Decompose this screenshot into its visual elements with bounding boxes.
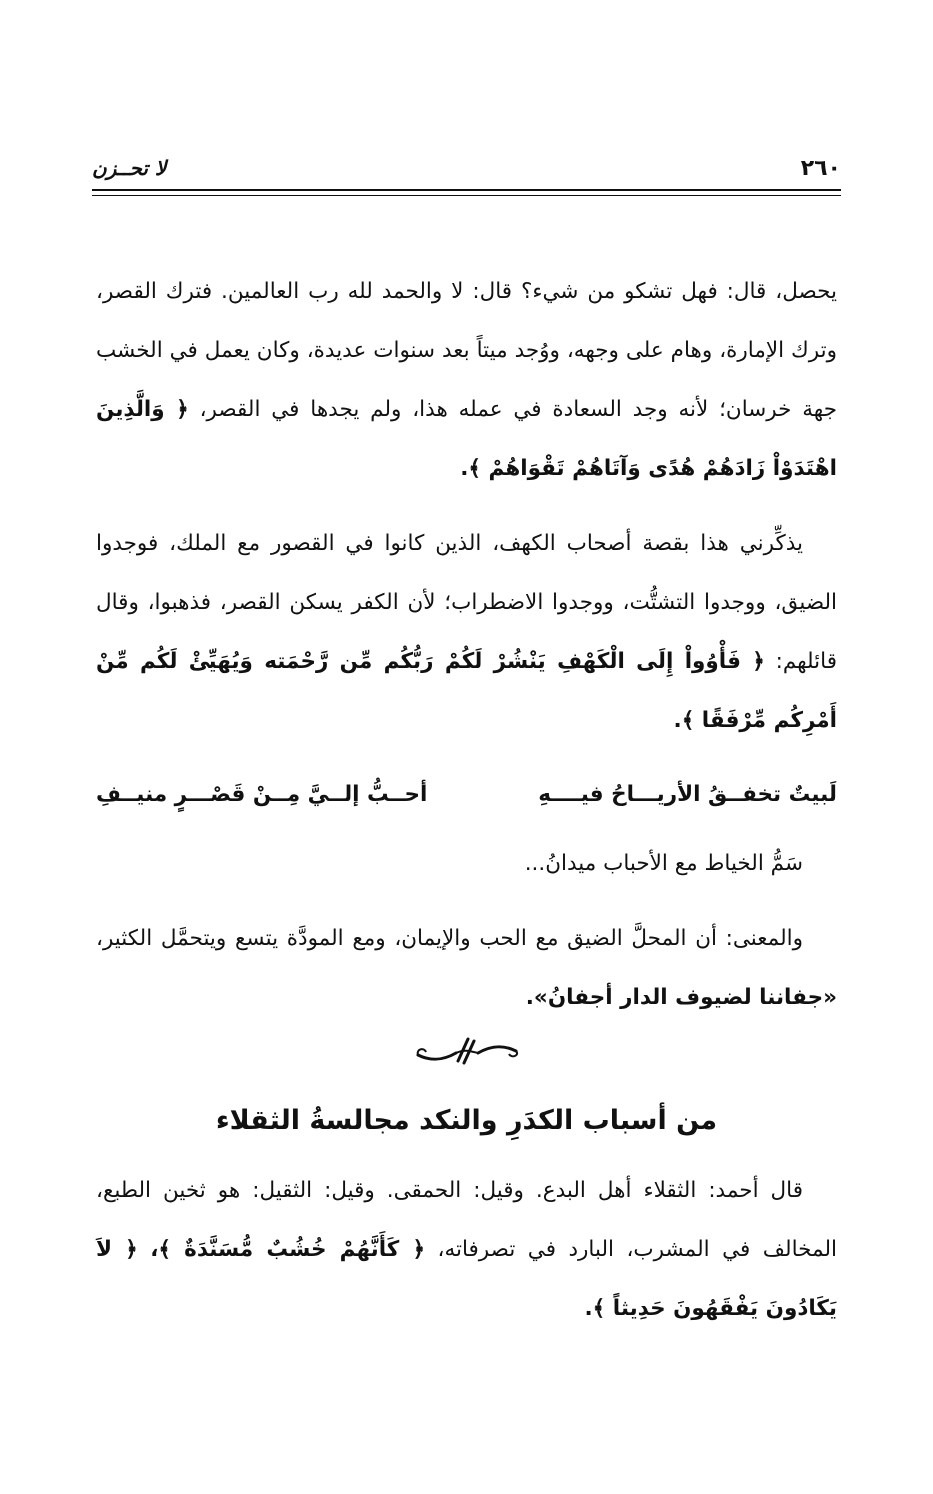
section-title: من أسباب الكدَرِ والنكد مجالسةُ الثقلاء xyxy=(215,1105,718,1136)
paragraph-1-text: يحصل، قال: فهل تشكو من شيء؟ قال: لا والحمد لله رب العالمين. فترك القصر، وترك الإمارة، وهام على وجهه، ووُجد ميتاً بعد سنوات عديدة، وكان يعمل في الخشب جهة خرسان؛ لأنه وجد السعادة في عمله هذا، ولم يجدها في القصر، xyxy=(96,279,837,422)
paragraph-gap xyxy=(96,498,837,514)
quran-verse-4: ﴿ لاَ يَكَادُونَ يَفْقَهُونَ حَدِيثاً ﴾. xyxy=(96,1237,837,1321)
page-body xyxy=(96,262,837,1338)
page-number: ٢٦٠ xyxy=(800,156,841,181)
paragraph-2 xyxy=(96,514,837,750)
paragraph-4 xyxy=(96,909,837,1027)
running-title: لا تحــزن xyxy=(92,156,167,180)
quran-verse-1: ﴿ وَالَّذِينَ اهْتَدَوْاْ زَادَهُمْ هُدًى وَآتَاهُمْ تَقْوَاهُمْ ﴾. xyxy=(96,397,837,481)
verse-second-hemistich: أحــبُّ إلــيَّ مِــنْ قَصْـــرٍ منيــفِ xyxy=(96,782,428,807)
paragraph-5 xyxy=(96,1161,837,1338)
quran-verse-3: ﴿ كَأَنَّهُمْ خُشُبٌ مُّسَنَّدَةٌ ﴾، xyxy=(150,1237,426,1262)
quran-verse-2: ﴿ فَأْوُواْ إِلَى الْكَهْفِ يَنْشُرْ لَكُمْ رَبُّكُم مِّن رَّحْمَته وَيُهَيِّئْ لَكُم مِّنْ أَمْرِكُم مِّرْفَقًا ﴾. xyxy=(96,649,837,733)
calligraphic-divider-icon xyxy=(96,1031,837,1081)
header-rule-thin xyxy=(92,195,841,196)
paragraph-4-text: والمعنى: أن المحلَّ الضيق مع الحب والإيمان، ومع المودَّة يتسع ويتحمَّل الكثير، xyxy=(96,926,803,951)
verse-first-hemistich: لَبيتٌ تخفــقُ الأريـــاحُ فيــــهِ xyxy=(538,782,837,807)
paragraph-2-text: يذكِّرني هذا بقصة أصحاب الكهف، الذين كانوا في القصور مع الملك، فوجدوا الضيق، ووجدوا التشتُّت، ووجدوا الاضطراب؛ لأن الكفر يسكن القصر، فذهبوا، وقال قائلهم: xyxy=(96,531,837,674)
poetry-verse xyxy=(96,766,837,824)
paragraph-3 xyxy=(96,834,837,893)
paragraph-gap xyxy=(96,893,837,909)
header-rule-thick xyxy=(92,189,841,191)
paragraph-5-text: قال أحمد: الثقلاء أهل البدع. وقيل: الحمقى. وقيل: الثقيل: هو ثخين الطبع، المخالف في المشرب، البارد في تصرفاته، xyxy=(96,1178,837,1262)
paragraph-1 xyxy=(96,262,837,498)
poetic-quote: «جفاننا لضيوف الدار أجفانُ». xyxy=(525,985,837,1010)
paragraph-3-text: سَمُّ الخياط مع الأحباب ميدانُ... xyxy=(524,851,803,876)
page-header xyxy=(92,152,841,186)
